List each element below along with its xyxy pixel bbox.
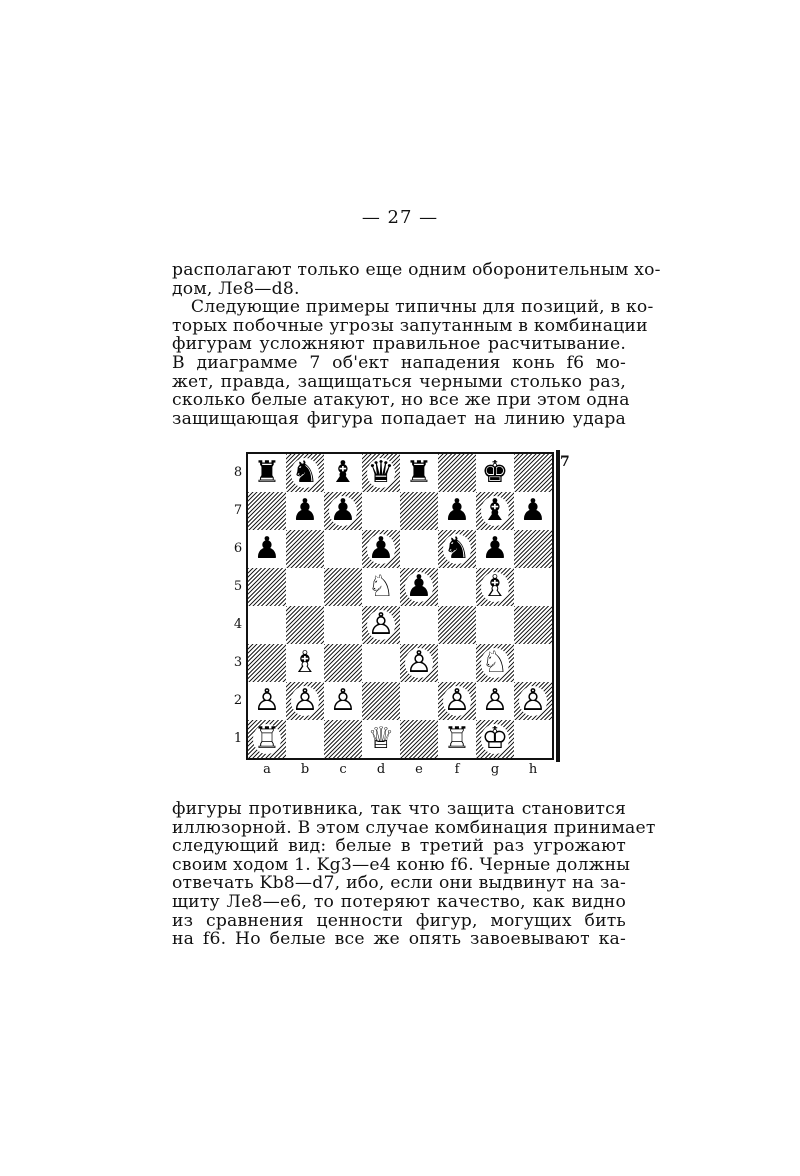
board-square-f8 [438,454,476,492]
text-line: защищающая фигура попадает на линию удара [172,408,626,429]
chess-piece: ♟ [481,531,509,566]
board-square-a7 [248,492,286,530]
board-square-d4 [362,606,400,644]
chess-piece: ♛ [367,455,395,490]
board-square-g1 [476,720,514,758]
board-square-b8 [286,454,324,492]
board-square-c2 [324,682,362,720]
diagram-number: 7 [560,454,570,470]
text-line: из сравнения ценности фигур, могущих бить [172,910,626,931]
chess-piece: ♖ [443,721,471,756]
board-square-h5 [514,568,552,606]
chess-piece: ♗ [291,645,319,680]
rank-label: 5 [233,579,243,594]
board-square-c4 [324,606,362,644]
board-square-a5 [248,568,286,606]
board-square-f6 [438,530,476,568]
rank-label: 6 [233,541,243,556]
board-square-c1 [324,720,362,758]
chess-board [246,452,554,760]
paragraph-bottom [172,799,656,950]
board-square-d2 [362,682,400,720]
board-square-a1 [248,720,286,758]
board-square-b6 [286,530,324,568]
chess-piece: ♟ [329,493,357,528]
file-label: h [528,762,538,777]
board-square-h1 [514,720,552,758]
board-square-d7 [362,492,400,530]
chess-piece: ♟ [443,493,471,528]
board-square-c8 [324,454,362,492]
board-square-d1 [362,720,400,758]
board-square-g8 [476,454,514,492]
file-label: c [339,762,347,777]
chess-piece: ♗ [481,569,509,604]
text-line: иллюзорной. В этом случае комбинация принимает [172,817,656,838]
chess-piece: ♟ [367,531,395,566]
chess-piece: ♘ [481,645,509,680]
board-square-g2 [476,682,514,720]
board-square-b2 [286,682,324,720]
text-line: жет, правда, защищаться черными столько раз, [172,371,626,392]
board-square-e4 [400,606,438,644]
text-line: располагают только еще одним оборонительным хо- [172,260,661,280]
file-label: e [415,762,423,777]
text-line: щиту Лe8—e6, то потеряют качество, как видно [172,891,626,912]
board-square-e2 [400,682,438,720]
text-line: сколько белые атакуют, но все же при этом одна [172,390,630,411]
chess-piece: ♙ [481,683,509,718]
page-number: — 27 — [361,207,439,228]
board-square-g4 [476,606,514,644]
text-line: отвечать Kb8—d7, ибо, если они выдвинут на за- [172,873,626,894]
chess-piece: ♟ [519,493,547,528]
board-square-c6 [324,530,362,568]
board-square-f5 [438,568,476,606]
chess-piece: ♜ [253,455,281,490]
chess-piece: ♟ [253,531,281,566]
chess-piece: ♚ [481,455,509,490]
text-line: В диаграмме 7 об'ект нападения конь f6 мо- [172,352,626,373]
board-square-c5 [324,568,362,606]
chess-piece: ♙ [443,683,471,718]
chess-piece: ♙ [253,683,281,718]
chess-piece: ♘ [367,569,395,604]
chess-piece: ♙ [405,645,433,680]
file-label: d [376,762,386,777]
rank-label: 4 [233,617,243,632]
board-square-f2 [438,682,476,720]
board-square-g3 [476,644,514,682]
board-square-e7 [400,492,438,530]
board-square-a3 [248,644,286,682]
board-square-a4 [248,606,286,644]
text-line: на f6. Но белые все же опять завоевывают ка- [172,929,626,950]
board-square-b5 [286,568,324,606]
board-square-a2 [248,682,286,720]
chess-piece: ♙ [329,683,357,718]
text-line: дом, Лe8—d8. [172,278,300,299]
board-square-d8 [362,454,400,492]
board-square-b1 [286,720,324,758]
board-square-a8 [248,454,286,492]
paragraph-top [172,260,661,429]
chess-piece: ♙ [291,683,319,718]
chess-piece: ♕ [367,721,395,756]
file-label: g [490,762,500,777]
board-square-h2 [514,682,552,720]
text-line: торых побочные угрозы запутанным в комбинации [172,315,648,336]
file-label: f [454,762,460,777]
board-square-c3 [324,644,362,682]
file-label: a [263,762,271,777]
rank-label: 2 [233,693,243,708]
board-square-e5 [400,568,438,606]
chess-piece: ♙ [367,607,395,642]
chess-piece: ♙ [519,683,547,718]
board-square-e8 [400,454,438,492]
chess-piece: ♖ [253,721,281,756]
chess-piece: ♜ [405,455,433,490]
board-square-a6 [248,530,286,568]
board-square-h7 [514,492,552,530]
rank-label: 8 [233,465,243,480]
rank-label: 7 [233,503,243,518]
text-line: своим ходом 1. Kg3—e4 коню f6. Черные должны [172,854,631,875]
board-square-g7 [476,492,514,530]
board-square-f1 [438,720,476,758]
text-line: Следующие примеры типичны для позиций, в ко- [190,297,654,318]
file-label: b [300,762,310,777]
chess-piece: ♟ [291,493,319,528]
rank-label: 1 [233,731,243,746]
board-square-f4 [438,606,476,644]
board-square-b3 [286,644,324,682]
board-square-h8 [514,454,552,492]
text-line: фигуры противника, так что защита становится [172,799,626,819]
text-line: фигурам усложняют правильное расчитывание. [172,334,626,355]
board-square-h6 [514,530,552,568]
chess-piece: ♞ [291,455,319,490]
board-square-g6 [476,530,514,568]
rank-label: 3 [233,655,243,670]
chess-piece: ♝ [481,493,509,528]
chess-piece: ♞ [443,531,471,566]
board-square-b7 [286,492,324,530]
board-square-h4 [514,606,552,644]
board-square-b4 [286,606,324,644]
board-square-d3 [362,644,400,682]
chess-piece: ♝ [329,455,357,490]
board-square-e1 [400,720,438,758]
chess-piece: ♔ [481,721,509,756]
chess-piece: ♟ [405,569,433,604]
board-square-g5 [476,568,514,606]
board-square-f3 [438,644,476,682]
board-square-e6 [400,530,438,568]
board-square-d6 [362,530,400,568]
board-square-e3 [400,644,438,682]
chess-diagram [226,448,570,788]
board-square-h3 [514,644,552,682]
text-line: следующий вид: белые в третий раз угрожают [172,836,626,857]
board-square-c7 [324,492,362,530]
board-square-f7 [438,492,476,530]
board-square-d5 [362,568,400,606]
